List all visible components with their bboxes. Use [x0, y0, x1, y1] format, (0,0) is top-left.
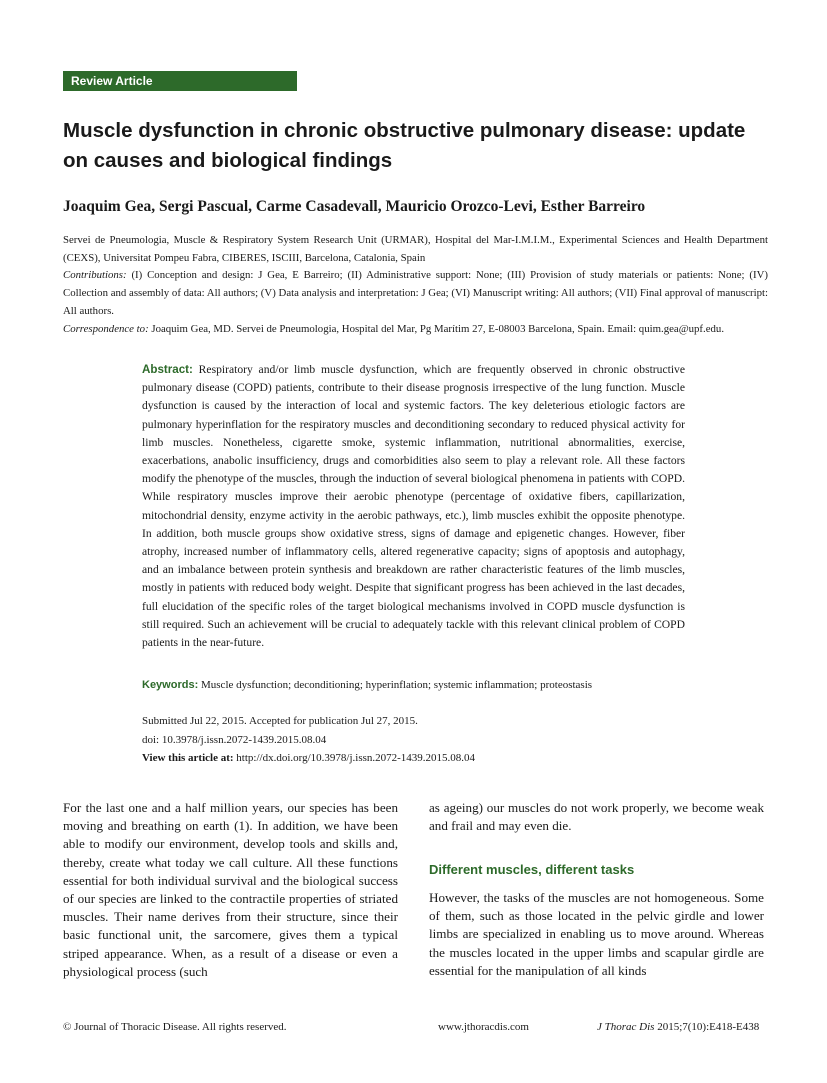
- section-heading: Different muscles, different tasks: [429, 862, 635, 877]
- abstract: [142, 361, 685, 652]
- correspondence: [63, 321, 768, 339]
- footer-journal: J Thorac Dis: [597, 1021, 655, 1033]
- submitted-dates: Submitted Jul 22, 2015. Accepted for publication Jul 27, 2015.: [142, 715, 418, 727]
- abstract-label: Abstract:: [142, 363, 193, 376]
- view-article-link[interactable]: http://dx.doi.org/10.3978/j.issn.2072-1439.2015.08.04: [233, 752, 476, 764]
- article-type-badge: Review Article: [63, 71, 297, 91]
- affiliation: Servei de Pneumologia, Muscle & Respiratory System Research Unit (URMAR), Hospital del Mar-I.M.I.M., Experimental Sciences and Health Department (CEXS), Universitat Pompeu Fabra, CIBERES, ISCIII, Barcelona, Catalonia, Spain: [63, 234, 768, 264]
- submission-info: [142, 712, 702, 768]
- footer-citation: [597, 1021, 759, 1033]
- view-article-label: View this article at:: [142, 752, 234, 764]
- body-column-2-section: However, the tasks of the muscles are not homogeneous. Some of them, such as those located in the pelvic girdle and lower limbs are specialized in enabling us to move around. Whereas the muscles located in the upper limbs and scapular girdle are essential for the manipulation of all kinds: [429, 890, 764, 978]
- abstract-text: Respiratory and/or limb muscle dysfunction, which are frequently observed in chronic obstructive pulmonary disease (COPD) patients, contribute to their disease prognosis irrespective of the lung function. Muscle dysfunction is caused by the interaction of local and systemic factors. The key deleterious etiologic factors are pulmonary hyperinflation for the respiratory muscles and deconditioning secondary to reduced physical activity for limb muscles. Nonetheless, cigarette smoke, systemic inflammation, nutritional abnormalities, exercise, exacerbations, anabolic insufficiency, drugs and comorbidities also seem to play a relevant role. All these factors modify the phenotype of the muscles, through the induction of several biological phenomena in patients with COPD. While respiratory muscles improve their aerobic phenotype (percentage of oxidative fibers, capillarization, mitochondrial density, enzyme activity in the aerobic pathways, etc.), limb muscles exhibit the opposite phenotype. In addition, both muscle groups show oxidative stress, signs of damage and epigenetic changes. However, fiber atrophy, increased number of inflammatory cells, altered regenerative capacity; signs of apoptosis and autophagy, and an imbalance between protein synthesis and breakdown are rather characteristic features of the limb muscles, mostly in patients with reduced body weight. Despite that significant progress has been achieved in the last decades, full elucidation of the specific roles of the target biological mechanisms involved in COPD muscle dysfunction is still required. Such an achievement will be crucial to adequately tackle with this relevant clinical problem of COPD patients in the near-future.: [142, 363, 685, 650]
- correspondence-text: Joaquim Gea, MD. Servei de Pneumologia, Hospital del Mar, Pg Marítim 27, E-08003 Barcelona, Spain. Email: quim.gea@upf.edu.: [148, 322, 725, 335]
- article-title: Muscle dysfunction in chronic obstructive pulmonary disease: update on causes and biological findings: [63, 119, 746, 172]
- footer-url[interactable]: www.jthoracdis.com: [438, 1021, 529, 1033]
- keywords-label: Keywords:: [142, 679, 199, 691]
- author-list: Joaquim Gea, Sergi Pascual, Carme Casadevall, Mauricio Orozco-Levi, Esther Barreiro: [63, 198, 646, 215]
- body-column-2-start: as ageing) our muscles do not work properly, we become weak and frail and may even die.: [429, 800, 764, 834]
- view-article: [142, 749, 702, 768]
- keywords-text: Muscle dysfunction; deconditioning; hyperinflation; systemic inflammation; proteostasis: [198, 679, 593, 691]
- footer-copyright: © Journal of Thoracic Disease. All rights reserved.: [63, 1021, 287, 1033]
- doi: doi: 10.3978/j.issn.2072-1439.2015.08.04: [142, 733, 327, 746]
- correspondence-label: Correspondence to:: [63, 322, 149, 335]
- footer-citation-text: 2015;7(10):E418-E438: [654, 1021, 760, 1033]
- contributions-text: (I) Conception and design: J Gea, E Barreiro; (II) Administrative support: None; (III) Provision of study materials or patients: None; (IV) Collection and assembly of data: All authors; (V) Data analysis and interpretation: J Gea; (VI) Manuscript writing: All authors; (VII) Final approval of manuscript: All authors.: [63, 269, 768, 317]
- keywords: [142, 676, 702, 694]
- affiliation-block: [63, 232, 768, 338]
- contributions: [63, 267, 768, 320]
- contributions-label: Contributions:: [63, 269, 127, 282]
- body-column-1: For the last one and a half million years, our species has been moving and breathing on earth (1). In addition, we have been able to modify our environment, develop tools and skills and, thereby, create what today we call culture. All these functions essential for both individual survival and the biological success of our species are linked to the contractile properties of striated muscles. Their name derives from their structure, since their basic functional unit, the sarcomere, gives them a typical striped appearance. When, as a result of a disease or even a physiological process (such: [63, 800, 398, 979]
